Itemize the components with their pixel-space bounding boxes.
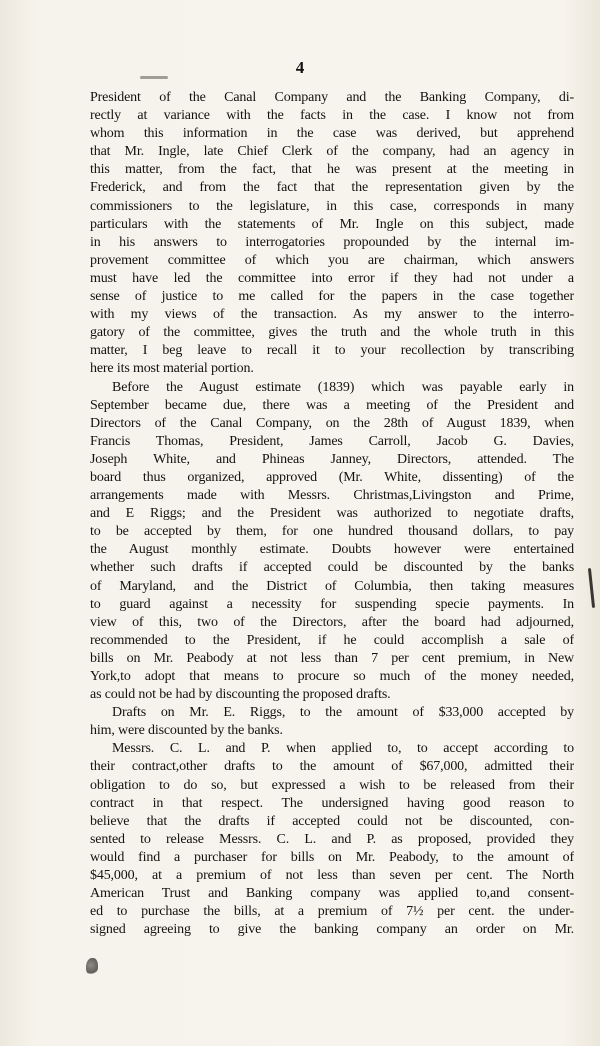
- text-line: must have led the committee into error if they had not under a: [90, 270, 574, 286]
- text-line: with my views of the transaction. As my answer to the interro-: [90, 307, 574, 323]
- text-line: their contract,other drafts to the amount of $67,000, admitted their: [90, 759, 574, 775]
- text-line: provement committee of which you are chairman, which answers: [90, 252, 574, 268]
- text-line: gatory of the committee, gives the truth and the whole truth in this: [90, 325, 574, 341]
- page-number: 4: [295, 58, 305, 77]
- ink-smudge: [140, 76, 168, 79]
- text-line: commissioners to the legislature, in this case, corresponds in many: [90, 198, 574, 214]
- text-line: sense of justice to me called for the papers in the case together: [90, 289, 574, 305]
- text-line: this matter, from the fact, that he was present at the meeting in: [90, 162, 574, 178]
- text-line: Messrs. C. L. and P. when applied to, to accept according to: [112, 741, 574, 757]
- text-line: view of this, two of the Directors, after the board had adjourned,: [90, 614, 574, 630]
- text-line: here its most material portion.: [90, 361, 254, 377]
- text-line: as could not be had by discounting the proposed drafts.: [90, 687, 391, 703]
- text-line: and E Riggs; and the President was authorized to negotiate drafts,: [90, 506, 574, 522]
- text-line: ed to purchase the bills, at a premium of 7½ per cent. the under-: [90, 904, 574, 920]
- text-line: American Trust and Banking company was applied to,and consent-: [90, 886, 574, 902]
- text-line: Drafts on Mr. E. Riggs, to the amount of $33,000 accepted by: [112, 705, 574, 721]
- text-line: September became due, there was a meeting of the President and: [90, 397, 574, 413]
- text-line: Francis Thomas, President, James Carroll, Jacob G. Davies,: [90, 433, 574, 449]
- text-line: York,to adopt that means to procure so much of the money needed,: [90, 669, 574, 684]
- text-line: sented to release Messrs. C. L. and P. as proposed, provided they: [90, 831, 574, 847]
- text-line: that Mr. Ingle, late Chief Clerk of the company, had an agency in: [90, 144, 574, 160]
- text-line: recommended to the President, if he could accomplish a sale of: [90, 632, 574, 648]
- text-line: Before the August estimate (1839) which was payable early in: [112, 379, 574, 395]
- text-line: to be accepted by them, for one hundred thousand dollars, to pay: [90, 524, 574, 540]
- corner-ink-blot: [86, 958, 98, 976]
- text-line: believe that the drafts if accepted could not be discounted, con-: [90, 813, 574, 829]
- text-line: President of the Canal Company and the Banking Company, di-: [90, 90, 574, 105]
- text-line: in his answers to interrogatories propounded by the internal im-: [90, 234, 574, 250]
- text-line: $45,000, at a premium of not less than seven per cent. The North: [90, 868, 574, 884]
- text-line: the August monthly estimate. Doubts however were entertained: [90, 542, 574, 558]
- text-line: arrangements made with Messrs. Christmas,Livingston and Prime,: [90, 488, 574, 504]
- text-line: matter, I beg leave to recall it to your recollection by transcribing: [90, 343, 574, 359]
- text-line: Joseph White, and Phineas Janney, Directors, attended. The: [90, 451, 574, 467]
- margin-ink-mark: [588, 568, 595, 608]
- text-line: rectly at variance with the facts in the case. I know not from: [90, 108, 574, 124]
- text-line: signed agreeing to give the banking company an order on Mr.: [90, 922, 574, 938]
- text-line: whom this information in the case was derived, but apprehend: [90, 126, 574, 142]
- text-line: him, were discounted by the banks.: [90, 723, 283, 739]
- text-line: Frederick, and from the fact that the representation given by the: [90, 180, 574, 196]
- text-line: obligation to do so, but expressed a wish to be released from their: [90, 777, 574, 793]
- text-line: particulars with the statements of Mr. Ingle on this subject, made: [90, 216, 574, 232]
- text-line: contract in that respect. The undersigned having good reason to: [90, 795, 574, 811]
- text-line: whether such drafts if accepted could be discounted by the banks: [90, 560, 574, 576]
- text-line: to guard against a necessity for suspending specie payments. In: [90, 596, 574, 612]
- text-line: board thus organized, approved (Mr. White, dissenting) of the: [90, 469, 574, 485]
- text-line: would find a purchaser for bills on Mr. Peabody, to the amount of: [90, 849, 574, 865]
- body-text: [90, 89, 574, 939]
- text-line: Directors of the Canal Company, on the 28th of August 1839, when: [90, 415, 574, 431]
- text-line: of Maryland, and the District of Columbia, then taking measures: [90, 578, 574, 594]
- text-line: bills on Mr. Peabody at not less than 7 per cent premium, in New: [90, 650, 574, 666]
